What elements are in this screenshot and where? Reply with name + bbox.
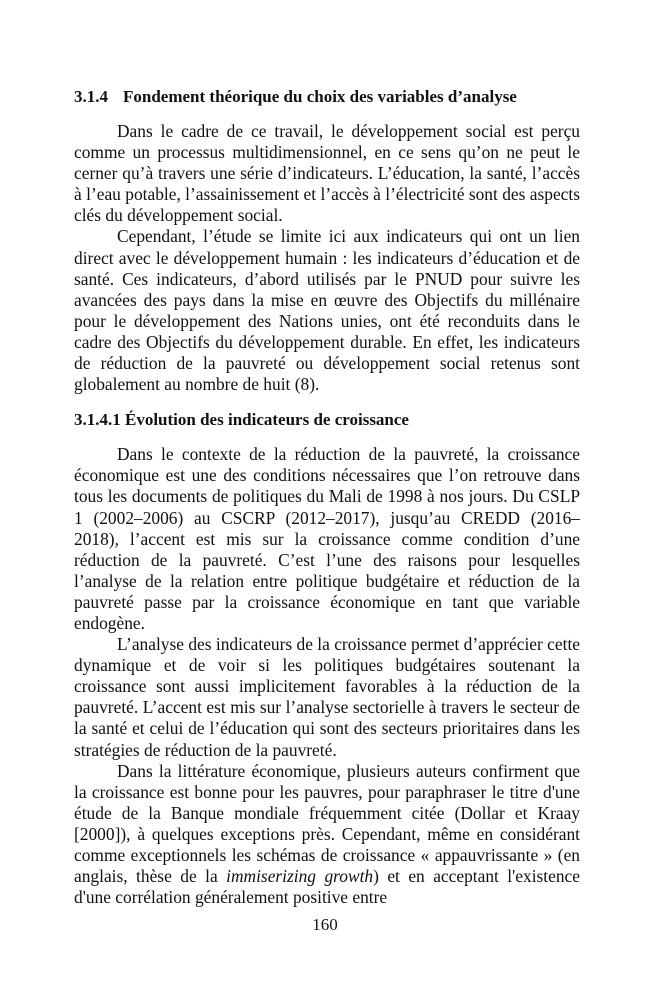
subsection-heading: 3.1.4.1 Évolution des indicateurs de croissance: [74, 410, 409, 430]
page-number: 160: [312, 915, 338, 934]
paragraph-text: ) et en acceptant l'existence d'une corrélation généralement positive entre: [74, 866, 580, 908]
paragraph: Dans le cadre de ce travail, le développement social est perçu comme un processus multidimensionnel, en ce sens qu’on ne peut le cerner qu’à travers une série d’indicateurs. L’éducation, la santé, l’accès à l’eau potable, l’assainissement et l’accès à l’électricité sont des aspects clés du développement social.: [74, 121, 580, 226]
section-number: 3.1.4: [74, 87, 108, 106]
section-heading: [74, 86, 580, 107]
italic-term: immiserizing growth: [226, 866, 374, 887]
paragraph: Dans le contexte de la réduction de la pauvreté, la croissance économique est une des conditions nécessaires que l’on retrouve dans tous les documents de politiques du Mali de 1998 à nos jours. Du CSLP 1 (2002–2006) au CSCRP (2012–2017), jusqu’au CREDD (2016–2018), l’accent est mis sur la croissance comme condition d’une réduction de la pauvreté. C’est l’une des raisons pour lesquelles l’analyse de la relation entre politique budgétaire et réduction de la pauvreté passe par la croissance économique en tant que variable endogène.: [74, 444, 580, 633]
paragraph: [74, 761, 580, 909]
paragraph-text: Dans la littérature économique, plusieurs auteurs confirment que la croissance est bonne pour les pauvres, pour paraphraser le titre d'une étude de la Banque mondiale fréquemment citée (Dollar et Kraay [2000]), à quelques exceptions près. Cependant, même en considérant comme exceptionnels les schémas de croissance « appauvrissante » (en anglais, thèse de la: [74, 760, 580, 887]
paragraph: L’analyse des indicateurs de la croissance permet d’apprécier cette dynamique et de voir si les politiques budgétaires soutenant la croissance sont aussi implicitement favorables à la réduction de la pauvreté. L’accent est mis sur l’analyse sectorielle à travers le secteur de la santé et celui de l’éducation qui sont des secteurs prioritaires dans les stratégies de réduction de la pauvreté.: [74, 634, 580, 760]
section-title: Fondement théorique du choix des variables d’analyse: [123, 87, 517, 106]
page-body: [74, 86, 580, 908]
paragraph: Cependant, l’étude se limite ici aux indicateurs qui ont un lien direct avec le développement humain : les indicateurs d’éducation et de santé. Ces indicateurs, d’abord utilisés par le PNUD pour suivre les avancées des pays dans la mise en œuvre des Objectifs du millénaire pour le développement des Nations unies, ont été reconduits dans le cadre des Objectifs du développement durable. En effet, les indicateurs de réduction de la pauvreté ou développement social retenus sont globalement au nombre de huit (8).: [74, 226, 580, 395]
